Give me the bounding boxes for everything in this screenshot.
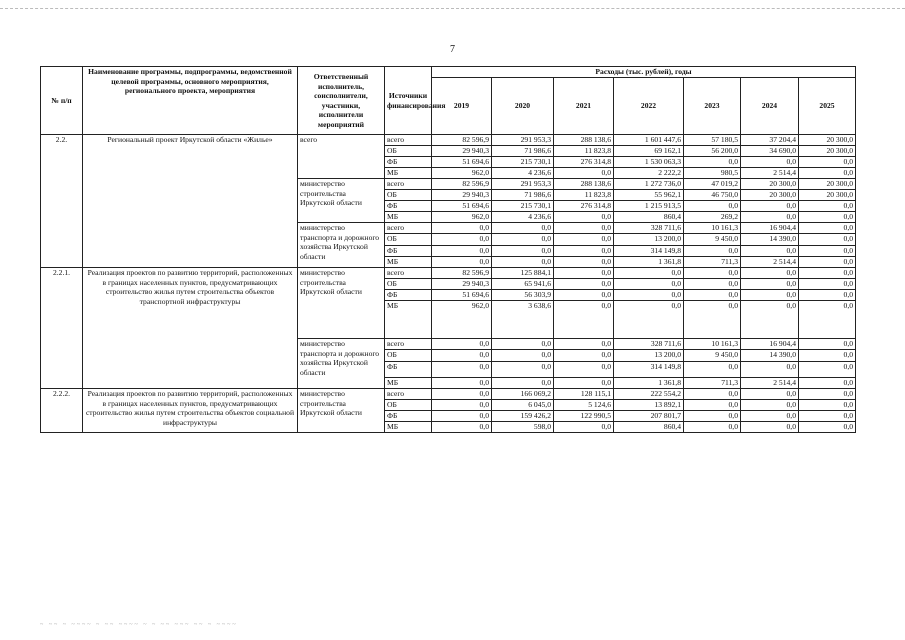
amount-cell: 962,0 [432, 212, 492, 223]
amount-cell: 222 554,2 [614, 389, 684, 400]
amount-cell: 962,0 [432, 301, 492, 339]
amount-cell: 5 124,6 [554, 400, 614, 411]
amount-cell: 276 314,8 [554, 201, 614, 212]
executor-cell: министерство транспорта и дорожного хозяйства Иркутской области [298, 339, 385, 389]
source-cell: всего [385, 179, 432, 190]
amount-cell: 0,0 [492, 362, 554, 378]
amount-cell: 4 236,6 [492, 168, 554, 179]
amount-cell: 0,0 [741, 268, 799, 279]
amount-cell: 0,0 [432, 350, 492, 362]
amount-cell: 0,0 [554, 362, 614, 378]
amount-cell: 0,0 [554, 212, 614, 223]
amount-cell: 159 426,2 [492, 411, 554, 422]
amount-cell: 860,4 [614, 212, 684, 223]
amount-cell: 0,0 [799, 168, 856, 179]
scan-artifact-top [0, 8, 905, 9]
amount-cell: 0,0 [741, 246, 799, 257]
amount-cell: 0,0 [799, 268, 856, 279]
row-number: 2.2.2. [41, 389, 83, 433]
amount-cell: 1 361,8 [614, 257, 684, 268]
amount-cell: 29 940,3 [432, 190, 492, 201]
year-header: 2021 [554, 78, 614, 135]
amount-cell: 9 450,0 [684, 350, 741, 362]
amount-cell: 860,4 [614, 422, 684, 433]
amount-cell: 0,0 [799, 378, 856, 389]
amount-cell: 69 162,1 [614, 146, 684, 157]
table-body [41, 135, 856, 433]
source-cell: ОБ [385, 234, 432, 246]
amount-cell: 3 638,6 [492, 301, 554, 339]
amount-cell: 0,0 [554, 246, 614, 257]
source-cell: МБ [385, 257, 432, 268]
amount-cell: 0,0 [432, 422, 492, 433]
amount-cell: 0,0 [614, 268, 684, 279]
amount-cell: 0,0 [799, 339, 856, 350]
source-cell: МБ [385, 378, 432, 389]
event-name: Региональный проект Иркутской области «Жилье» [83, 135, 298, 268]
amount-cell: 0,0 [554, 422, 614, 433]
amount-cell: 711,3 [684, 257, 741, 268]
amount-cell: 1 361,8 [614, 378, 684, 389]
amount-cell: 55 962,1 [614, 190, 684, 201]
amount-cell: 288 138,6 [554, 179, 614, 190]
amount-cell: 0,0 [684, 157, 741, 168]
amount-cell: 20 300,0 [799, 135, 856, 146]
amount-cell: 0,0 [799, 157, 856, 168]
amount-cell: 56 200,0 [684, 146, 741, 157]
amount-cell: 0,0 [799, 411, 856, 422]
amount-cell: 0,0 [554, 301, 614, 339]
amount-cell: 0,0 [684, 362, 741, 378]
amount-cell: 0,0 [799, 246, 856, 257]
amount-cell: 0,0 [492, 223, 554, 234]
amount-cell: 51 694,6 [432, 290, 492, 301]
amount-cell: 0,0 [741, 212, 799, 223]
col-header-source: Источники финансирования [385, 67, 432, 135]
amount-cell: 0,0 [492, 257, 554, 268]
amount-cell: 0,0 [554, 223, 614, 234]
source-cell: всего [385, 223, 432, 234]
amount-cell: 0,0 [554, 234, 614, 246]
source-cell: МБ [385, 212, 432, 223]
amount-cell: 0,0 [492, 234, 554, 246]
amount-cell: 0,0 [554, 279, 614, 290]
amount-cell: 0,0 [554, 168, 614, 179]
amount-cell: 2 514,4 [741, 168, 799, 179]
amount-cell: 0,0 [684, 411, 741, 422]
amount-cell: 0,0 [684, 268, 741, 279]
table-row [41, 135, 856, 146]
table-row [41, 389, 856, 400]
row-number: 2.2. [41, 135, 83, 268]
amount-cell: 166 069,2 [492, 389, 554, 400]
amount-cell: 0,0 [432, 389, 492, 400]
amount-cell: 0,0 [799, 362, 856, 378]
amount-cell: 0,0 [799, 290, 856, 301]
amount-cell: 0,0 [684, 422, 741, 433]
year-header: 2023 [684, 78, 741, 135]
table-row [41, 268, 856, 279]
executor-cell: министерство строительства Иркутской области [298, 179, 385, 223]
amount-cell: 0,0 [432, 411, 492, 422]
amount-cell: 0,0 [554, 268, 614, 279]
source-cell: ФБ [385, 290, 432, 301]
amount-cell: 20 300,0 [741, 190, 799, 201]
amount-cell: 0,0 [492, 378, 554, 389]
amount-cell: 122 990,5 [554, 411, 614, 422]
source-cell: МБ [385, 168, 432, 179]
amount-cell: 10 161,3 [684, 339, 741, 350]
amount-cell: 291 953,3 [492, 179, 554, 190]
amount-cell: 1 272 736,0 [614, 179, 684, 190]
amount-cell: 0,0 [799, 279, 856, 290]
amount-cell: 0,0 [741, 201, 799, 212]
amount-cell: 51 694,6 [432, 157, 492, 168]
executor-cell: министерство строительства Иркутской области [298, 268, 385, 339]
source-cell: ОБ [385, 146, 432, 157]
col-header-no: № п/п [41, 67, 83, 135]
row-number: 2.2.1. [41, 268, 83, 389]
amount-cell: 288 138,6 [554, 135, 614, 146]
amount-cell: 2 514,4 [741, 378, 799, 389]
amount-cell: 314 149,8 [614, 246, 684, 257]
amount-cell: 215 730,1 [492, 157, 554, 168]
year-header: 2025 [799, 78, 856, 135]
amount-cell: 0,0 [799, 350, 856, 362]
year-header: 2024 [741, 78, 799, 135]
amount-cell: 269,2 [684, 212, 741, 223]
amount-cell: 0,0 [554, 339, 614, 350]
amount-cell: 0,0 [741, 301, 799, 339]
amount-cell: 328 711,6 [614, 223, 684, 234]
amount-cell: 56 303,9 [492, 290, 554, 301]
amount-cell: 0,0 [432, 223, 492, 234]
amount-cell: 1 215 913,5 [614, 201, 684, 212]
amount-cell: 71 986,6 [492, 146, 554, 157]
amount-cell: 20 300,0 [799, 146, 856, 157]
source-cell: ФБ [385, 157, 432, 168]
amount-cell: 11 823,8 [554, 190, 614, 201]
year-header: 2019 [432, 78, 492, 135]
amount-cell: 0,0 [799, 301, 856, 339]
source-cell: всего [385, 268, 432, 279]
amount-cell: 0,0 [799, 400, 856, 411]
amount-cell: 276 314,8 [554, 157, 614, 168]
amount-cell: 0,0 [432, 257, 492, 268]
amount-cell: 0,0 [492, 246, 554, 257]
amount-cell: 0,0 [432, 339, 492, 350]
amount-cell: 20 300,0 [799, 190, 856, 201]
amount-cell: 46 750,0 [684, 190, 741, 201]
amount-cell: 598,0 [492, 422, 554, 433]
event-name: Реализация проектов по развитию территорий, расположенных в границах населенных пунктов, предусматривающих строительство жилья путем строительства объектов социальной инфраструктуры [83, 389, 298, 433]
amount-cell: 10 161,3 [684, 223, 741, 234]
amount-cell: 0,0 [684, 290, 741, 301]
amount-cell: 0,0 [684, 279, 741, 290]
amount-cell: 37 204,4 [741, 135, 799, 146]
amount-cell: 0,0 [684, 246, 741, 257]
executor-cell: министерство транспорта и дорожного хозяйства Иркутской области [298, 223, 385, 268]
source-cell: ОБ [385, 350, 432, 362]
source-cell: ОБ [385, 400, 432, 411]
amount-cell: 128 115,1 [554, 389, 614, 400]
amount-cell: 0,0 [554, 290, 614, 301]
amount-cell: 0,0 [684, 389, 741, 400]
amount-cell: 29 940,3 [432, 146, 492, 157]
amount-cell: 0,0 [684, 201, 741, 212]
amount-cell: 11 823,8 [554, 146, 614, 157]
amount-cell: 0,0 [614, 301, 684, 339]
amount-cell: 34 690,0 [741, 146, 799, 157]
amount-cell: 9 450,0 [684, 234, 741, 246]
amount-cell: 711,3 [684, 378, 741, 389]
amount-cell: 0,0 [684, 301, 741, 339]
amount-cell: 29 940,3 [432, 279, 492, 290]
amount-cell: 13 200,0 [614, 234, 684, 246]
amount-cell: 0,0 [741, 290, 799, 301]
amount-cell: 0,0 [432, 400, 492, 411]
col-header-executor: Ответственный исполнитель, соисполнители, участники, исполнители мероприятий [298, 67, 385, 135]
source-cell: ФБ [385, 201, 432, 212]
amount-cell: 0,0 [741, 389, 799, 400]
amount-cell: 0,0 [741, 362, 799, 378]
amount-cell: 82 596,9 [432, 179, 492, 190]
amount-cell: 14 390,0 [741, 350, 799, 362]
amount-cell: 2 514,4 [741, 257, 799, 268]
year-header: 2022 [614, 78, 684, 135]
amount-cell: 51 694,6 [432, 201, 492, 212]
amount-cell: 0,0 [492, 339, 554, 350]
amount-cell: 0,0 [554, 350, 614, 362]
source-cell: всего [385, 389, 432, 400]
amount-cell: 0,0 [432, 378, 492, 389]
amount-cell: 0,0 [614, 290, 684, 301]
amount-cell: 6 045,0 [492, 400, 554, 411]
page-number: 7 [450, 44, 455, 55]
amount-cell: 1 601 447,6 [614, 135, 684, 146]
budget-table [40, 66, 856, 433]
col-header-expenses: Расходы (тыс. рублей), годы [432, 67, 856, 78]
amount-cell: 20 300,0 [799, 179, 856, 190]
source-cell: ФБ [385, 246, 432, 257]
executor-cell: всего [298, 135, 385, 179]
amount-cell: 0,0 [741, 411, 799, 422]
amount-cell: 2 222,2 [614, 168, 684, 179]
amount-cell: 0,0 [432, 362, 492, 378]
amount-cell: 1 530 063,3 [614, 157, 684, 168]
amount-cell: 0,0 [554, 257, 614, 268]
amount-cell: 13 200,0 [614, 350, 684, 362]
source-cell: всего [385, 135, 432, 146]
amount-cell: 328 711,6 [614, 339, 684, 350]
col-header-name: Наименование программы, подпрограммы, ведомственной целевой программы, основного мероприятия, регионального проекта, мероприятия [83, 67, 298, 135]
amount-cell: 125 884,1 [492, 268, 554, 279]
source-cell: ОБ [385, 279, 432, 290]
amount-cell: 207 801,7 [614, 411, 684, 422]
amount-cell: 0,0 [684, 400, 741, 411]
source-cell: ОБ [385, 190, 432, 201]
source-cell: МБ [385, 422, 432, 433]
amount-cell: 0,0 [614, 279, 684, 290]
amount-cell: 82 596,9 [432, 268, 492, 279]
amount-cell: 14 390,0 [741, 234, 799, 246]
amount-cell: 57 180,5 [684, 135, 741, 146]
source-cell: ФБ [385, 362, 432, 378]
amount-cell: 0,0 [799, 212, 856, 223]
amount-cell: 0,0 [741, 422, 799, 433]
amount-cell: 0,0 [432, 234, 492, 246]
source-cell: ФБ [385, 411, 432, 422]
amount-cell: 65 941,6 [492, 279, 554, 290]
amount-cell: 13 892,1 [614, 400, 684, 411]
amount-cell: 20 300,0 [741, 179, 799, 190]
scan-noise: ~ ~~ ~ ~~~~ ~ ~~ ~~~~ ~ ~ ~~ ~~~ ~~ ~ ~~~~ [40, 622, 238, 628]
amount-cell: 0,0 [741, 400, 799, 411]
amount-cell: 980,5 [684, 168, 741, 179]
amount-cell: 0,0 [492, 350, 554, 362]
amount-cell: 0,0 [741, 157, 799, 168]
amount-cell: 0,0 [554, 378, 614, 389]
amount-cell: 314 149,8 [614, 362, 684, 378]
amount-cell: 0,0 [799, 201, 856, 212]
source-cell: всего [385, 339, 432, 350]
amount-cell: 16 904,4 [741, 339, 799, 350]
amount-cell: 0,0 [799, 234, 856, 246]
amount-cell: 0,0 [741, 279, 799, 290]
amount-cell: 0,0 [799, 422, 856, 433]
executor-cell: министерство строительства Иркутской области [298, 389, 385, 433]
amount-cell: 0,0 [799, 223, 856, 234]
amount-cell: 215 730,1 [492, 201, 554, 212]
event-name: Реализация проектов по развитию территорий, расположенных в границах населенных пунктов, предусматривающих строительство жилья путем строительства объектов транспортной инфраструктуры [83, 268, 298, 389]
amount-cell: 71 986,6 [492, 190, 554, 201]
amount-cell: 16 904,4 [741, 223, 799, 234]
amount-cell: 4 236,6 [492, 212, 554, 223]
amount-cell: 82 596,9 [432, 135, 492, 146]
amount-cell: 291 953,3 [492, 135, 554, 146]
amount-cell: 0,0 [799, 257, 856, 268]
year-header: 2020 [492, 78, 554, 135]
amount-cell: 0,0 [432, 246, 492, 257]
amount-cell: 0,0 [799, 389, 856, 400]
amount-cell: 47 019,2 [684, 179, 741, 190]
amount-cell: 962,0 [432, 168, 492, 179]
source-cell: МБ [385, 301, 432, 339]
